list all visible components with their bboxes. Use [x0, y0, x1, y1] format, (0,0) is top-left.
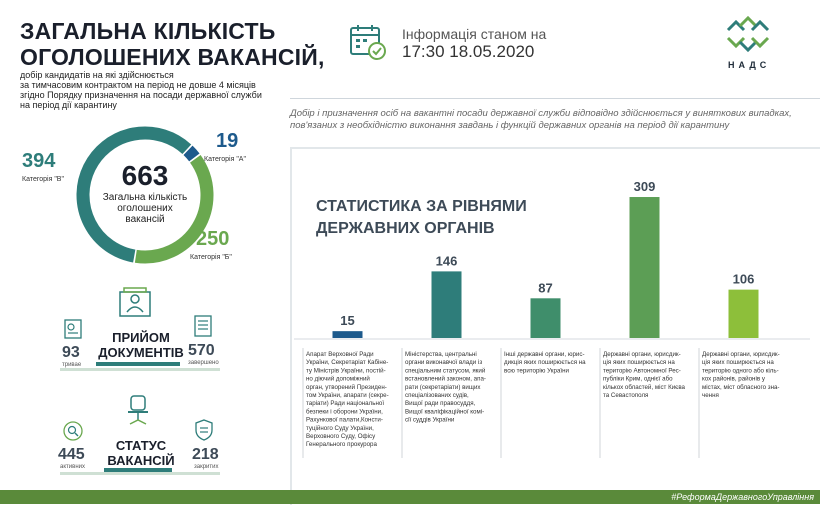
category-v-label: Категорія "В": [22, 176, 64, 183]
title-line-2: ОГОЛОШЕНИХ ВАКАНСІЙ,: [20, 44, 325, 70]
donut-caption: [90, 192, 200, 225]
note-line: Добір і призначення осіб на вакантні посади державної служби відповідно здійснюється у виняткових випадках,: [290, 108, 792, 119]
info-label: Інформація станом на: [402, 26, 547, 42]
bar: [729, 290, 759, 338]
bar: [531, 298, 561, 338]
category-label: Міністерства, центральні органи виконавчої влади із спеціальним статусом, який встановлений законом, апа-рати (секретаріати) вищих спеціалізованих судів, Вищої ради правосуддя, Вищої кваліфікаційної комі-сії суддів України: [405, 351, 486, 424]
bar: [630, 197, 660, 338]
status-closed-value: 218: [192, 446, 219, 463]
donut-caption-line: вакансій: [125, 214, 165, 225]
page-subtitle: [20, 70, 290, 110]
documents-title-line: ДОКУМЕНТІВ: [98, 345, 184, 360]
category-a-value: 19: [216, 130, 239, 152]
status-closed-label: закритих: [194, 464, 219, 470]
category-label: Інші державні органи, юрис-дикція яких поширюється на всю територію України: [504, 351, 586, 375]
bar: [333, 331, 363, 338]
category-label: Державні органи, юрисдик-ція яких поширюється на територію одного або кіль-кох районів, районів у містах, міст обласного зна-чення: [702, 351, 780, 399]
documents-in-progress-value: 93: [62, 344, 80, 361]
calendar-check-icon: [348, 22, 388, 62]
office-chair-icon: [122, 394, 154, 428]
category-a-label: Категорія "А": [204, 156, 246, 163]
documents-completed-value: 570: [188, 342, 215, 359]
category-label: Державні органи, юрисдик-ція яких поширюється на територію Автономної Рес-публіки Крим, однієї або кількох областей, міст Києва та Севастополя: [603, 351, 685, 399]
status-title: [96, 438, 186, 468]
status-active-value: 445: [58, 446, 85, 463]
category-v-value: 394: [22, 150, 56, 172]
documents-title-line: ПРИЙОМ: [112, 330, 170, 345]
documents-in-progress-label: тривае: [62, 362, 82, 368]
status-title-line: ВАКАНСІЙ: [107, 453, 175, 468]
bar-value-label: 309: [633, 179, 656, 195]
page-title: [20, 18, 325, 70]
donut-caption-line: оголошених: [117, 203, 173, 214]
category-label: Апарат Верховної Ради України, Секретаріат Кабіне-ту Міністрів України, постій-но діючий допоміжний орган, утворений Президен-том України, апарати (секре-таріати) Ради національної безпеки і оборони України, Рахункової палати,Консти-туційного Суду України, Верховного Суду, Офісу Генерального прокурора: [306, 351, 389, 449]
subtitle-line: на період дії карантину: [20, 100, 117, 110]
status-title-line: СТАТУС: [115, 438, 167, 453]
subtitle-line: згідно Порядку призначення на посади державної служби: [20, 90, 262, 100]
info-time: 17:30 18.05.2020: [402, 42, 535, 61]
bar-value-label: 146: [435, 253, 458, 269]
bar-chart: [290, 170, 820, 490]
active-search-icon: [62, 420, 84, 442]
bar: [432, 271, 462, 338]
bar-value-label: 87: [538, 280, 553, 296]
category-b-value: 250: [196, 228, 230, 250]
subtitle-line: за тимчасовим контрактом на період не довше 4 місяців: [20, 80, 256, 90]
documents-baseline: [60, 368, 220, 371]
documents-completed-label: завершено: [188, 360, 219, 366]
footer-hashtag: #РеформаДержавногоУправління: [671, 492, 814, 502]
donut-caption-line: Загальна кількість: [102, 192, 188, 203]
title-line-1: ЗАГАЛЬНА КІЛЬКІСТЬ: [20, 18, 276, 44]
nads-logo-icon: [722, 16, 774, 58]
documents-title: [96, 330, 186, 360]
subtitle-line: добір кандидатів на які здійснюється: [20, 70, 174, 80]
category-b-label: Категорія "Б": [190, 254, 232, 261]
documents-underline: [96, 362, 180, 366]
chart-title-line: ДЕРЖАВНИХ ОРГАНІВ: [316, 220, 495, 237]
chart-title-line: СТАТИСТИКА ЗА РІВНЯМИ: [316, 198, 527, 215]
closed-shield-icon: [194, 418, 214, 442]
status-active-label: активних: [60, 464, 85, 470]
note-line: пов'язаних з необхідністю виконання завдань і функцій державних органів на період дії карантину: [290, 120, 730, 131]
bar-value-label: 106: [732, 271, 755, 287]
note: [290, 108, 810, 132]
document-in-progress-icon: [62, 318, 84, 340]
status-baseline: [60, 472, 220, 475]
donut-total: 663: [121, 160, 169, 191]
documents-person-icon: [118, 286, 152, 318]
logo-text: НАДС: [728, 60, 771, 70]
divider: [290, 98, 820, 99]
bar-value-label: 15: [340, 313, 355, 329]
documents-completed-icon: [192, 314, 214, 338]
donut-segment: [188, 150, 194, 157]
